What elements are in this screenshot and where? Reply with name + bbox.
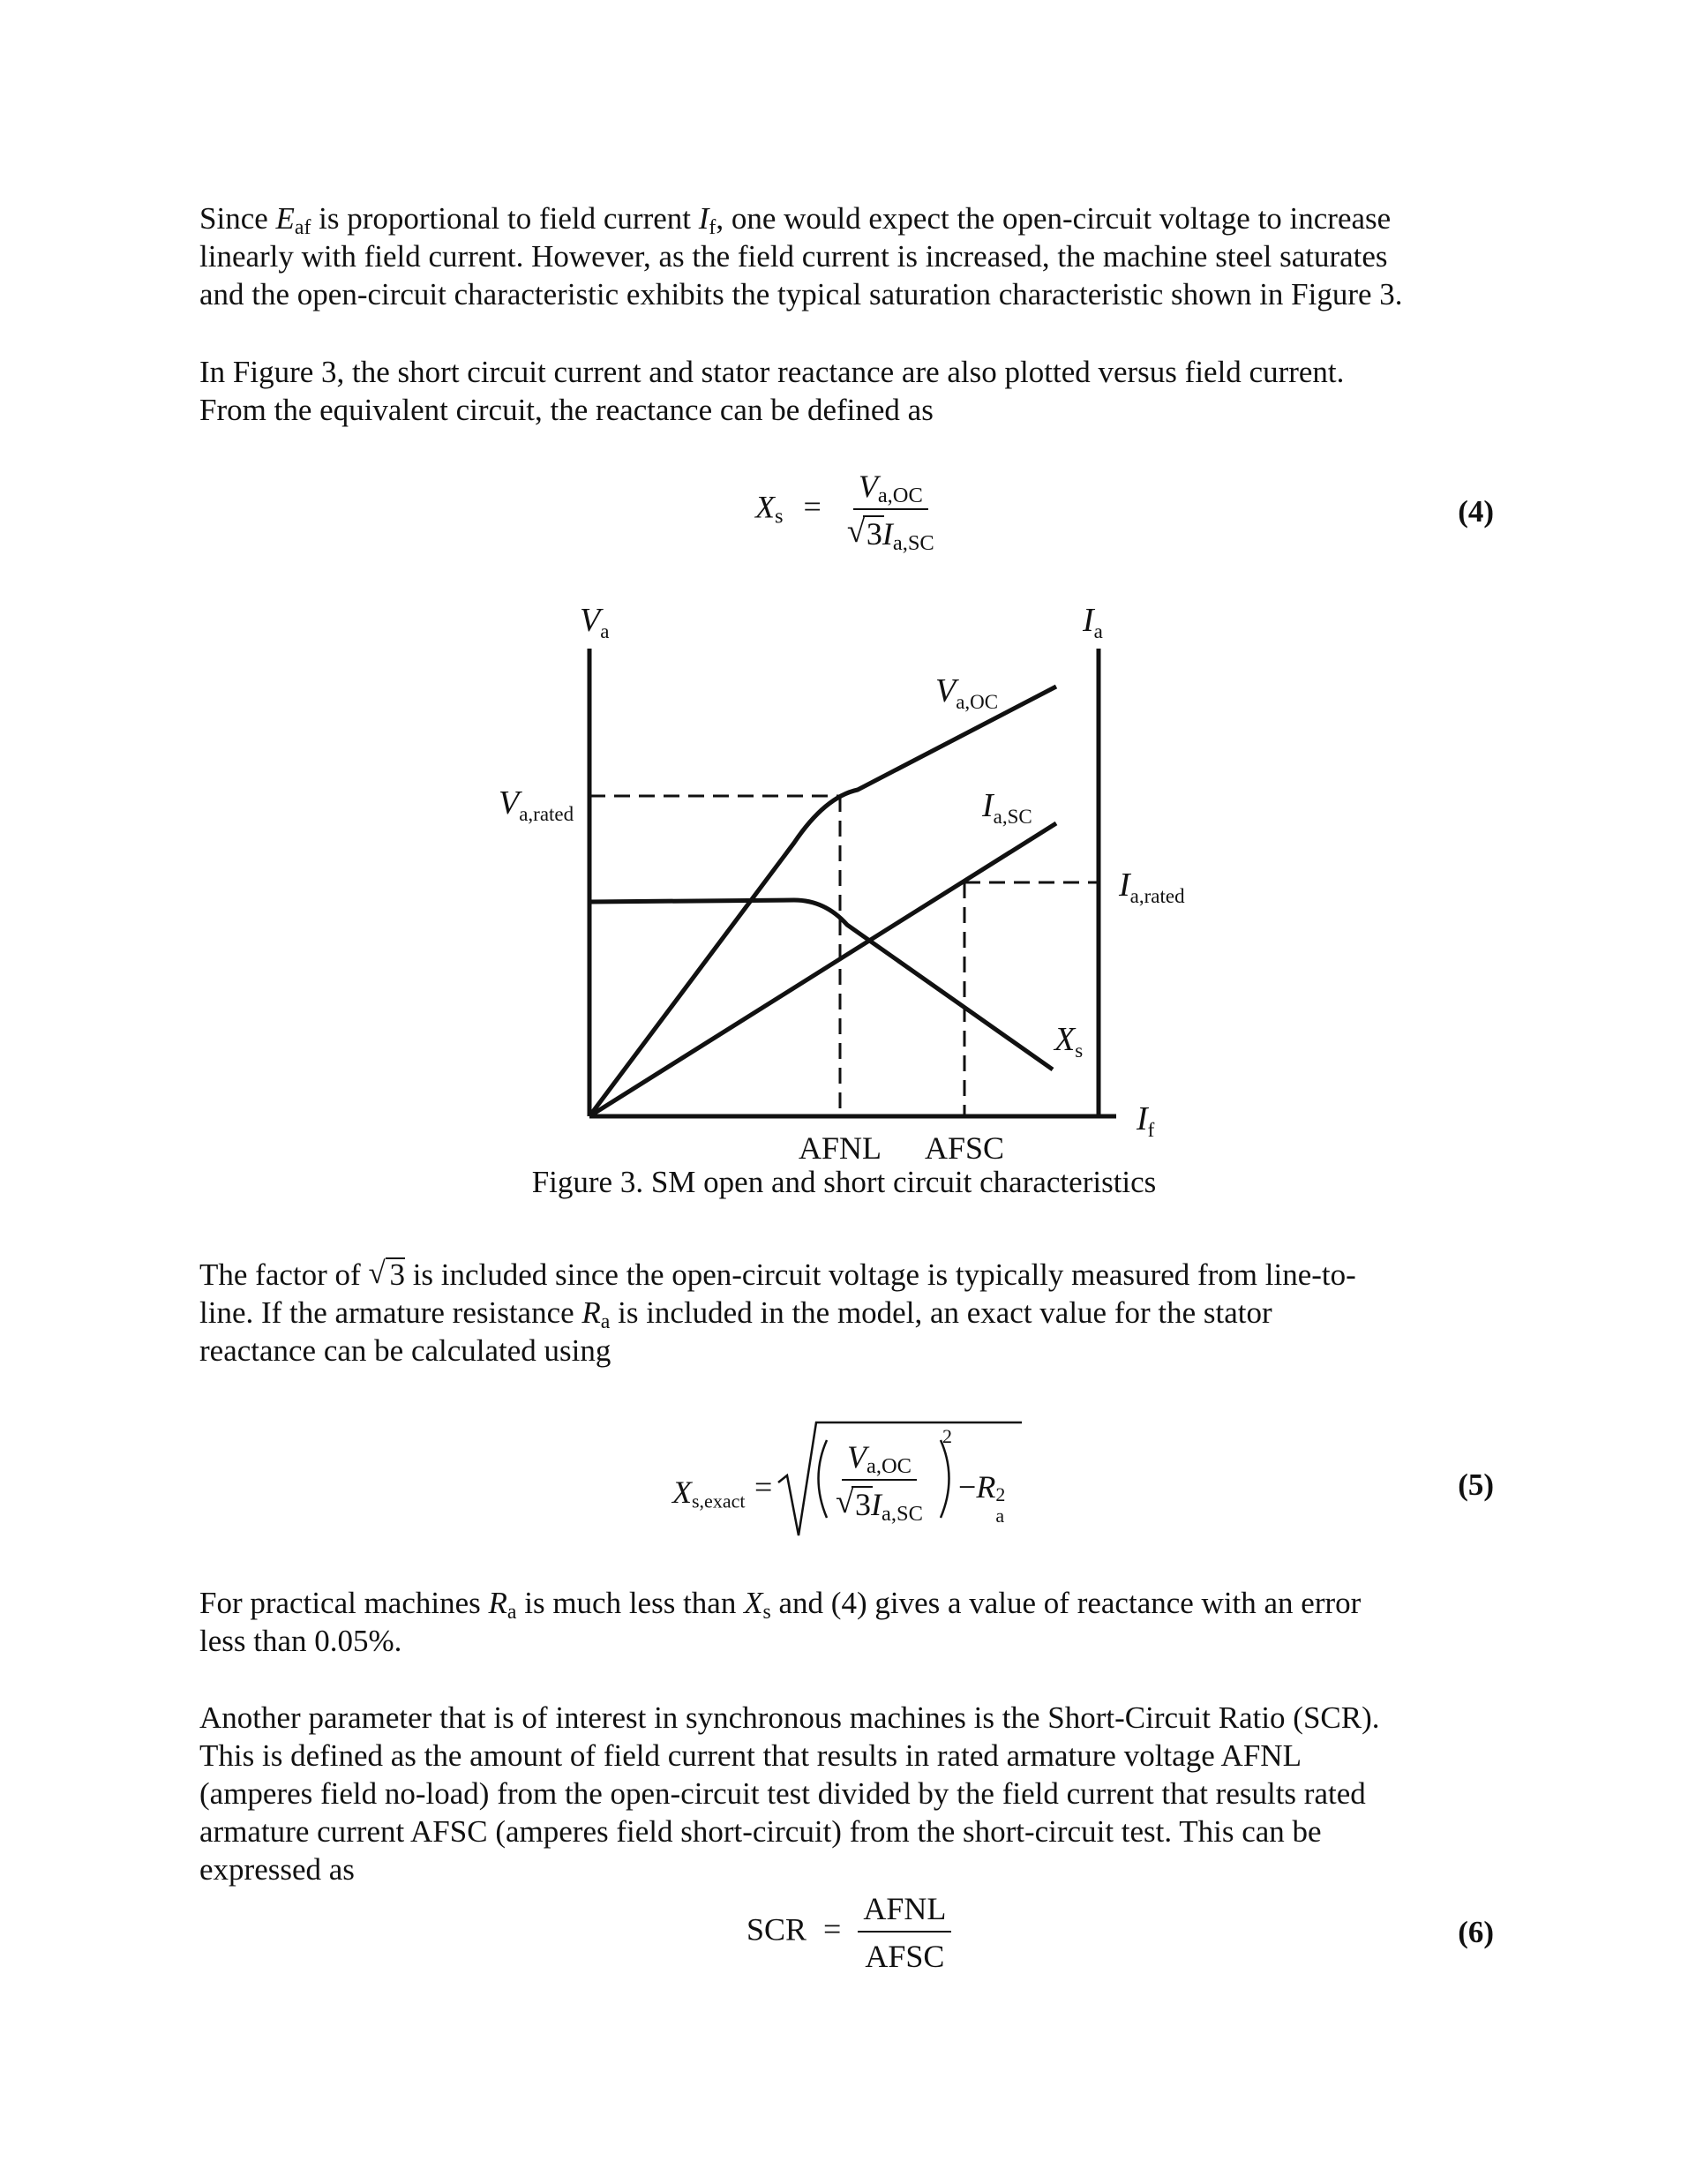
eq5-lhs [672, 1474, 745, 1511]
subscript: a [995, 1505, 1005, 1527]
minus-sign: − [958, 1469, 977, 1505]
symbol-I: I [871, 1487, 882, 1522]
subscript: s [762, 1600, 771, 1624]
symbol-R: R [976, 1469, 996, 1505]
subscript: a,SC [892, 531, 934, 556]
text-line: From the equivalent circuit, the reactance can be defined as [199, 393, 934, 427]
numerator [842, 1438, 917, 1481]
text-line: This is defined as the amount of field current that results in rated armature voltage AFNL [199, 1738, 1302, 1773]
text-line: linearly with field current. However, as the field current is increased, the machine steel saturates [199, 239, 1388, 274]
label-if: $I_f$ [1137, 1100, 1155, 1141]
label-va: $V_a$ [580, 602, 610, 642]
text-line: expressed as [199, 1852, 355, 1887]
sqrt-3 [836, 1483, 871, 1523]
exponent: 2 [942, 1425, 952, 1447]
paragraph-scr [199, 1699, 1488, 1888]
paragraph-practical-machines [199, 1584, 1488, 1660]
text-fragment: For practical machines [199, 1586, 489, 1620]
text-fragment: is included since the open-circuit voltage is typically measured from line-to- [404, 1257, 1356, 1292]
figure-caption: Figure 3. SM open and short circuit characteristics [531, 1165, 1157, 1199]
equation-number-6: (6) [1458, 1915, 1494, 1949]
radical-icon: √ [846, 513, 866, 550]
label-ia-rated: $I_{a,rated}$ [1119, 867, 1185, 907]
subscript: s [775, 504, 784, 529]
symbol-R: R [581, 1295, 601, 1330]
equation-number-5: (5) [1458, 1467, 1494, 1502]
symbol-X: X [672, 1475, 692, 1510]
symbol-I: I [698, 201, 709, 236]
text-fragment: is much less than [516, 1586, 745, 1620]
text-line: less than 0.05%. [199, 1624, 402, 1658]
denominator [830, 1481, 928, 1527]
symbol-E: E [275, 201, 295, 236]
symbol-V: V [858, 469, 878, 504]
eq5-fraction [830, 1438, 928, 1527]
symbol-R: R [488, 1586, 507, 1620]
equation-6 [746, 1890, 951, 1975]
subscript: a [506, 1600, 517, 1624]
label-ia-sc: $I_{a,SC}$ [982, 787, 1032, 828]
text-fragment: Since [199, 201, 276, 236]
equals-sign: = [823, 1911, 842, 1948]
label-xs: $X_s$ [1054, 1021, 1084, 1062]
subscript: af [294, 215, 311, 239]
text-line [199, 1584, 1488, 1622]
subscript: s,exact [692, 1490, 746, 1512]
radical-icon: √ [368, 1256, 386, 1290]
text-fragment: is included in the model, an exact value for the stator [610, 1295, 1272, 1330]
denominator: AFSC [865, 1939, 945, 1974]
tick-afsc: AFSC [924, 1130, 1005, 1166]
fraction [830, 1438, 928, 1527]
right-paren [941, 1440, 949, 1518]
scr-symbol: SCR [746, 1911, 807, 1948]
subscript: a,OC [866, 1454, 912, 1479]
subscript: a,SC [882, 1502, 923, 1527]
label-ia: $I_a$ [1083, 602, 1103, 642]
subscript: f [709, 215, 716, 239]
text-line: In Figure 3, the short circuit current and stator reactance are also plotted versus field current. [199, 355, 1345, 389]
text-fragment: , one would expect the open-circuit voltage to increase [716, 201, 1392, 236]
text-fragment: is proportional to field current [311, 201, 699, 236]
symbol-V: V [846, 1439, 867, 1475]
equals-sign: = [803, 489, 821, 525]
equals-sign: = [754, 1469, 773, 1505]
text-line: armature current AFSC (amperes field short-circuit) from the short-circuit test. This can be [199, 1814, 1322, 1849]
text-line: (amperes field no-load) from the open-circuit test divided by the field current that results rated [199, 1776, 1366, 1811]
label-va-rated: $V_{a,rated}$ [499, 784, 574, 825]
subscript: a [600, 1310, 611, 1333]
subscript: a,OC [877, 484, 923, 508]
left-paren [819, 1440, 828, 1518]
text-fragment: The factor of [199, 1257, 369, 1292]
text-line: Another parameter that is of interest in synchronous machines is the Short-Circuit Ratio (SCR). [199, 1700, 1380, 1735]
equation-number-4: (4) [1458, 494, 1494, 529]
radical-bar [852, 1486, 873, 1488]
radicand: 3 [389, 1257, 405, 1292]
text-fragment: and (4) gives a value of reactance with an error [770, 1586, 1362, 1620]
fraction [858, 1890, 951, 1975]
symbol-X: X [744, 1586, 763, 1620]
symbol-I: I [882, 516, 893, 552]
eq5-minus-r [958, 1468, 1008, 1527]
tick-afnl: AFNL [798, 1130, 882, 1166]
radicand: 3 [855, 1487, 871, 1522]
text-line: and the open-circuit characteristic exhibits the typical saturation characteristic shown in Figure 3. [199, 277, 1403, 311]
label-va-oc: $V_{a,OC}$ [935, 672, 999, 713]
text-fragment: line. If the armature resistance [199, 1295, 582, 1330]
numerator: AFNL [858, 1890, 951, 1933]
superscript: 2 [995, 1483, 1006, 1505]
text-line: reactance can be calculated using [199, 1333, 611, 1368]
symbol-X: X [755, 489, 775, 525]
radicand: 3 [866, 516, 882, 552]
radical-icon: √ [836, 1483, 854, 1520]
